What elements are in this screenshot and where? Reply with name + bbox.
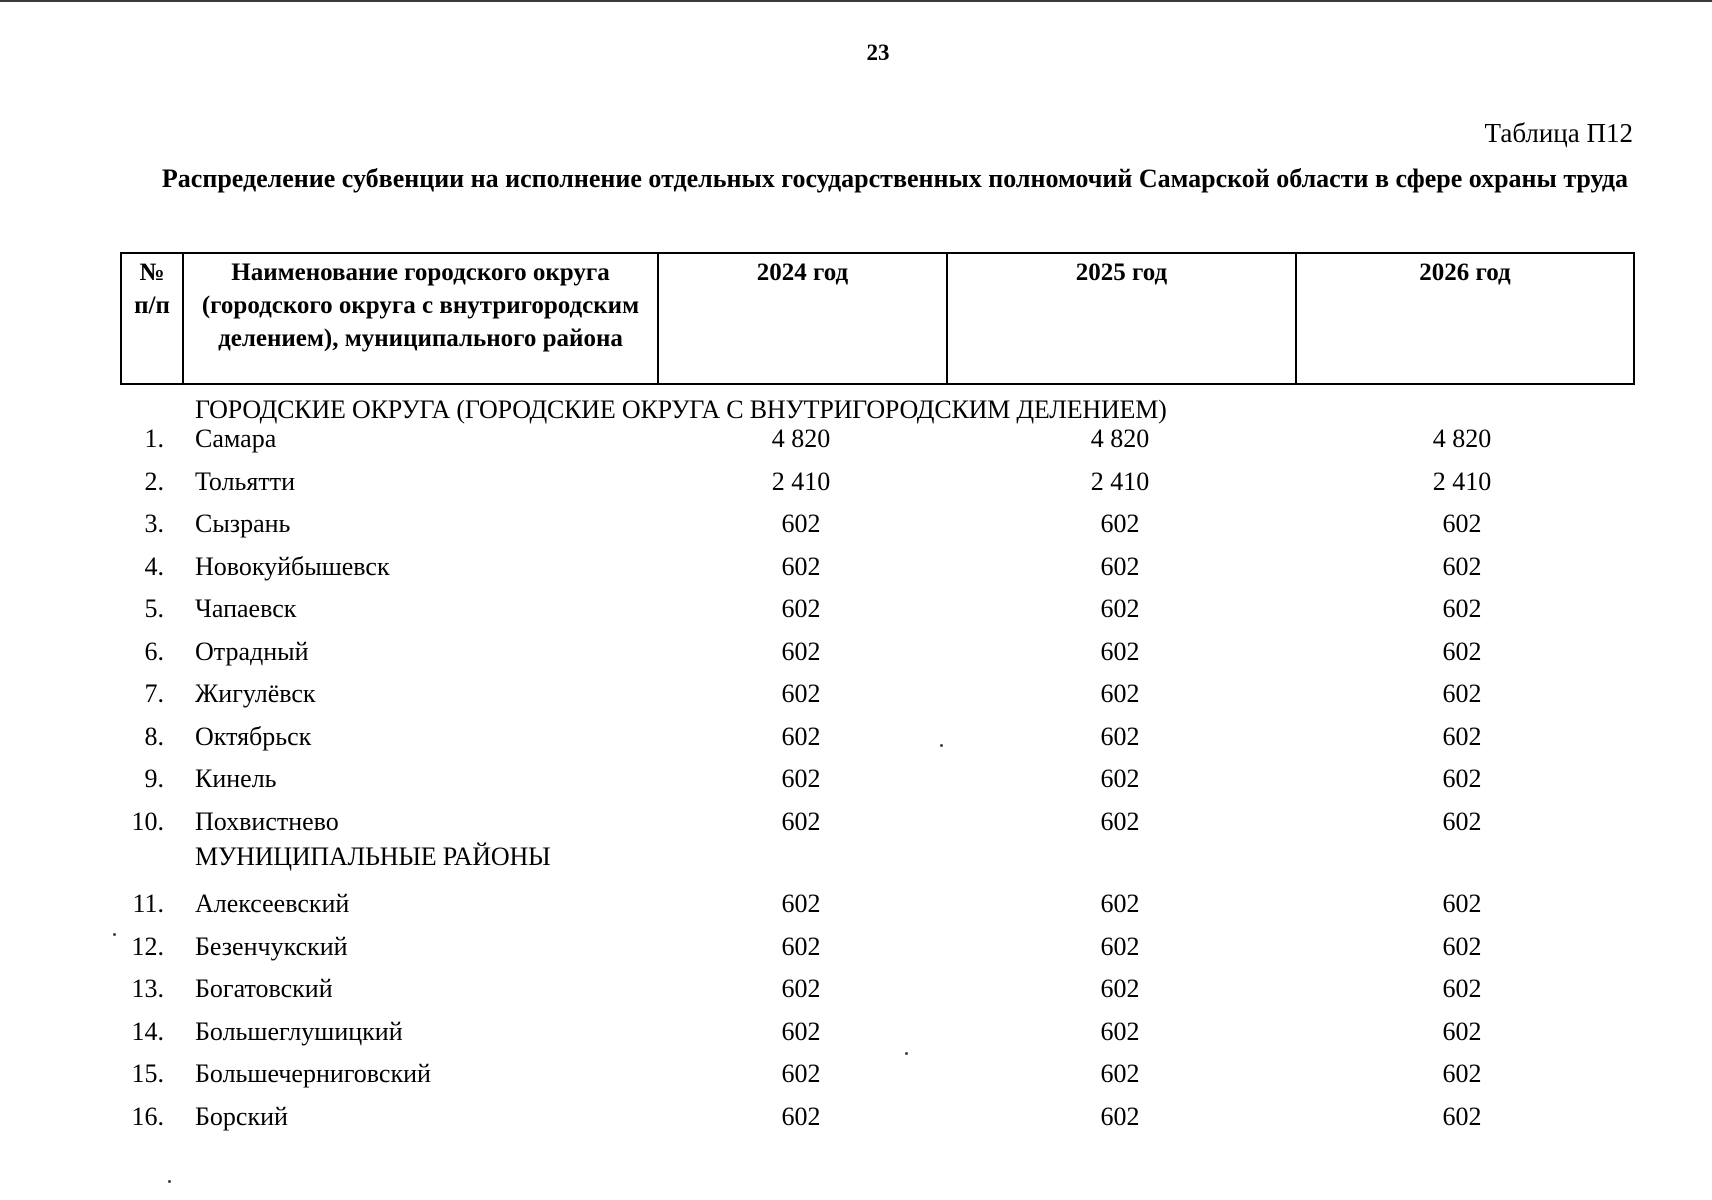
value-2026: 602 (1442, 889, 1482, 918)
row-name: Самара (195, 424, 277, 453)
value-2024: 602 (781, 679, 821, 708)
row-name: Жигулёвск (195, 679, 316, 708)
table-row (0, 932, 1712, 972)
value-2024: 602 (781, 764, 821, 793)
page-top-edge (0, 0, 1712, 2)
value-2025: 602 (1100, 679, 1140, 708)
value-2025: 602 (1100, 1059, 1140, 1088)
row-name: Безенчукский (195, 932, 348, 961)
header-2024: 2024 год (658, 253, 947, 384)
table-row (0, 552, 1712, 592)
value-2025: 602 (1100, 1017, 1140, 1046)
table-row (0, 807, 1712, 847)
scan-speck (168, 1180, 171, 1183)
value-2024: 602 (781, 932, 821, 961)
row-name: Чапаевск (195, 594, 297, 623)
table-row (0, 467, 1712, 507)
row-number: 1. (144, 424, 164, 453)
table-row (0, 1102, 1712, 1142)
value-2024: 602 (781, 1102, 821, 1131)
value-2025: 602 (1100, 722, 1140, 751)
row-name: Кинель (195, 764, 277, 793)
value-2024: 602 (781, 807, 821, 836)
value-2025: 602 (1100, 509, 1140, 538)
value-2025: 602 (1100, 594, 1140, 623)
row-number: 8. (144, 722, 164, 751)
row-name: Тольятти (195, 467, 296, 496)
row-number: 5. (144, 594, 164, 623)
value-2025: 602 (1100, 1102, 1140, 1131)
value-2025: 602 (1100, 807, 1140, 836)
table-header (120, 252, 1635, 385)
value-2025: 602 (1100, 637, 1140, 666)
value-2024: 4 820 (771, 424, 831, 453)
row-name: Октябрьск (195, 722, 312, 751)
row-number: 10. (131, 807, 164, 836)
value-2026: 602 (1442, 509, 1482, 538)
table-row (0, 594, 1712, 634)
value-2026: 602 (1442, 932, 1482, 961)
table-row (0, 889, 1712, 929)
scan-speck (905, 1052, 908, 1055)
scan-speck (940, 744, 943, 747)
header-name: Наименование городского округа (городского округа с внутригородским делением), муниципального района (183, 253, 658, 384)
table-row (0, 679, 1712, 719)
table-row (0, 1017, 1712, 1057)
row-name: Сызрань (195, 509, 291, 538)
value-2025: 4 820 (1090, 424, 1150, 453)
header-2025: 2025 год (947, 253, 1296, 384)
table-row (0, 764, 1712, 804)
value-2026: 602 (1442, 807, 1482, 836)
table-row (0, 637, 1712, 677)
header-2026: 2026 год (1296, 253, 1634, 384)
value-2024: 602 (781, 509, 821, 538)
value-2024: 2 410 (771, 467, 831, 496)
value-2025: 602 (1100, 764, 1140, 793)
row-number: 12. (131, 932, 164, 961)
value-2024: 602 (781, 552, 821, 581)
value-2026: 602 (1442, 1017, 1482, 1046)
table-row (0, 722, 1712, 762)
row-number: 4. (144, 552, 164, 581)
value-2024: 602 (781, 637, 821, 666)
table-row (0, 424, 1712, 464)
value-2024: 602 (781, 722, 821, 751)
section-label: МУНИЦИПАЛЬНЫЕ РАЙОНЫ (195, 842, 551, 871)
row-number: 7. (144, 679, 164, 708)
value-2024: 602 (781, 594, 821, 623)
value-2026: 4 820 (1432, 424, 1492, 453)
value-2025: 602 (1100, 889, 1140, 918)
row-name: Борский (195, 1102, 288, 1131)
value-2025: 602 (1100, 932, 1140, 961)
row-number: 11. (132, 889, 164, 918)
row-number: 15. (131, 1059, 164, 1088)
value-2024: 602 (781, 974, 821, 1003)
value-2024: 602 (781, 1059, 821, 1088)
value-2025: 602 (1100, 974, 1140, 1003)
value-2026: 602 (1442, 637, 1482, 666)
table-label: Таблица П12 (1484, 118, 1633, 148)
value-2024: 602 (781, 1017, 821, 1046)
page-number: 23 (866, 40, 890, 65)
table-row (0, 974, 1712, 1014)
row-number: 2. (144, 467, 164, 496)
value-2026: 2 410 (1432, 467, 1492, 496)
row-number: 14. (131, 1017, 164, 1046)
row-name: Новокуйбышевск (195, 552, 390, 581)
table-row (0, 509, 1712, 549)
row-number: 13. (131, 974, 164, 1003)
scan-speck (113, 933, 116, 936)
table-row (0, 1059, 1712, 1099)
value-2026: 602 (1442, 552, 1482, 581)
row-name: Отрадный (195, 637, 309, 666)
row-number: 16. (131, 1102, 164, 1131)
row-name: Алексеевский (195, 889, 350, 918)
value-2025: 2 410 (1090, 467, 1150, 496)
value-2024: 602 (781, 889, 821, 918)
section-label: ГОРОДСКИЕ ОКРУГА (ГОРОДСКИЕ ОКРУГА С ВНУТРИГОРОДСКИМ ДЕЛЕНИЕМ) (195, 395, 1167, 424)
value-2025: 602 (1100, 552, 1140, 581)
row-name: Большеглушицкий (195, 1017, 403, 1046)
row-name: Похвистнево (195, 807, 339, 836)
row-number: 9. (144, 764, 164, 793)
header-num: № п/п (121, 253, 183, 384)
value-2026: 602 (1442, 764, 1482, 793)
row-name: Богатовский (195, 974, 333, 1003)
value-2026: 602 (1442, 594, 1482, 623)
value-2026: 602 (1442, 679, 1482, 708)
row-number: 3. (144, 509, 164, 538)
row-number: 6. (144, 637, 164, 666)
row-name: Большечерниговский (195, 1059, 431, 1088)
value-2026: 602 (1442, 1102, 1482, 1131)
value-2026: 602 (1442, 1059, 1482, 1088)
value-2026: 602 (1442, 722, 1482, 751)
value-2026: 602 (1442, 974, 1482, 1003)
document-title: Распределение субвенции на исполнение отдельных государственных полномочий Самарской области в сфере охраны труда (161, 164, 1629, 193)
